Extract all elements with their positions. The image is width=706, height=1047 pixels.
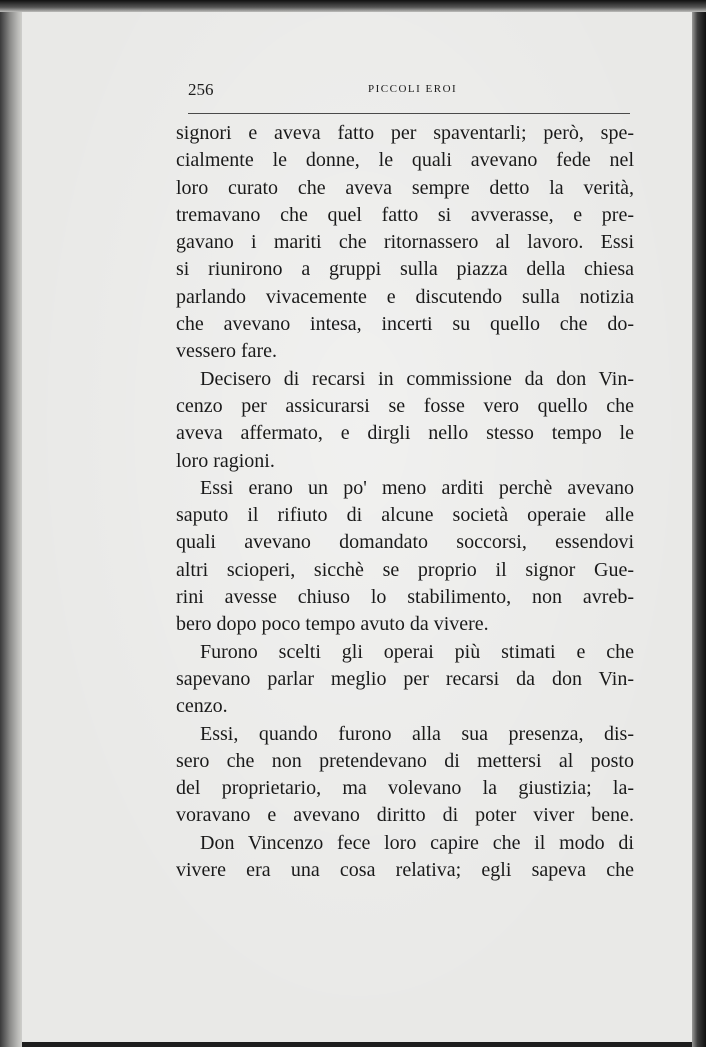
- text-line: signori e aveva fatto per spaventarli; però, spe-: [176, 122, 634, 144]
- paragraph: [176, 830, 634, 885]
- text-line: sapevano parlar meglio per recarsi da don Vin-: [176, 667, 634, 690]
- paragraph: [176, 366, 634, 475]
- text-line: voravano e avevano diritto di poter viver bene.: [176, 804, 634, 827]
- paragraph: [176, 475, 634, 639]
- text-line: rini avesse chiuso lo stabilimento, non avreb-: [176, 586, 634, 609]
- page-top-edge-shadow: [0, 0, 706, 12]
- text-line: cenzo per assicurarsi se fosse vero quello che: [176, 394, 634, 417]
- header-rule: [188, 113, 630, 114]
- text-line: loro curato che aveva sempre detto la verità,: [176, 176, 634, 199]
- text-line: sero che non pretendevano di mettersi al posto: [176, 749, 634, 772]
- paragraph: [176, 721, 634, 830]
- page-number: 256: [188, 80, 214, 99]
- text-line: aveva affermato, e dirgli nello stesso tempo le: [176, 422, 634, 445]
- running-title: PICCOLI EROI: [368, 83, 458, 95]
- text-line: tremavano che quel fatto si avverasse, e pre-: [176, 203, 634, 226]
- text-line: Furono scelti gli operai più stimati e che: [200, 640, 634, 663]
- text-line: del proprietario, ma volevano la giustizia; la-: [176, 777, 634, 800]
- text-line: si riunirono a gruppi sulla piazza della chiesa: [176, 258, 634, 281]
- text-line: altri scioperi, sicchè se proprio il signor Gue-: [176, 558, 634, 581]
- paragraph: [176, 639, 634, 721]
- text-line: saputo il rifiuto di alcune società operaie alle: [176, 504, 634, 527]
- text-line: Decisero di recarsi in commissione da don Vin-: [200, 367, 634, 390]
- text-line: Essi erano un po' meno arditi perchè avevano: [200, 476, 634, 499]
- text-line: Don Vincenzo fece loro capire che il modo di: [200, 831, 634, 854]
- text-line: bero dopo poco tempo avuto da vivere.: [176, 613, 489, 636]
- running-head: [188, 80, 628, 102]
- text-line: gavano i mariti che ritornassero al lavoro. Essi: [176, 231, 634, 254]
- text-line: cenzo.: [176, 695, 228, 718]
- paragraph: [176, 120, 634, 366]
- text-line: quali avevano domandato soccorsi, essendovi: [176, 531, 634, 554]
- text-line: vessero fare.: [176, 340, 278, 363]
- page-right-edge-shadow: [692, 0, 706, 1047]
- text-line: Essi, quando furono alla sua presenza, dis-: [200, 722, 634, 745]
- text-line: cialmente le donne, le quali avevano fede nel: [176, 149, 634, 172]
- body-text: [176, 120, 634, 884]
- text-line: parlando vivacemente e discutendo sulla notizia: [176, 285, 634, 308]
- page-left-edge-shadow: [0, 0, 22, 1047]
- text-line: loro ragioni.: [176, 449, 275, 472]
- text-line: che avevano intesa, incerti su quello che do-: [176, 313, 634, 336]
- text-line: vivere era una cosa relativa; egli sapeva che: [176, 859, 634, 882]
